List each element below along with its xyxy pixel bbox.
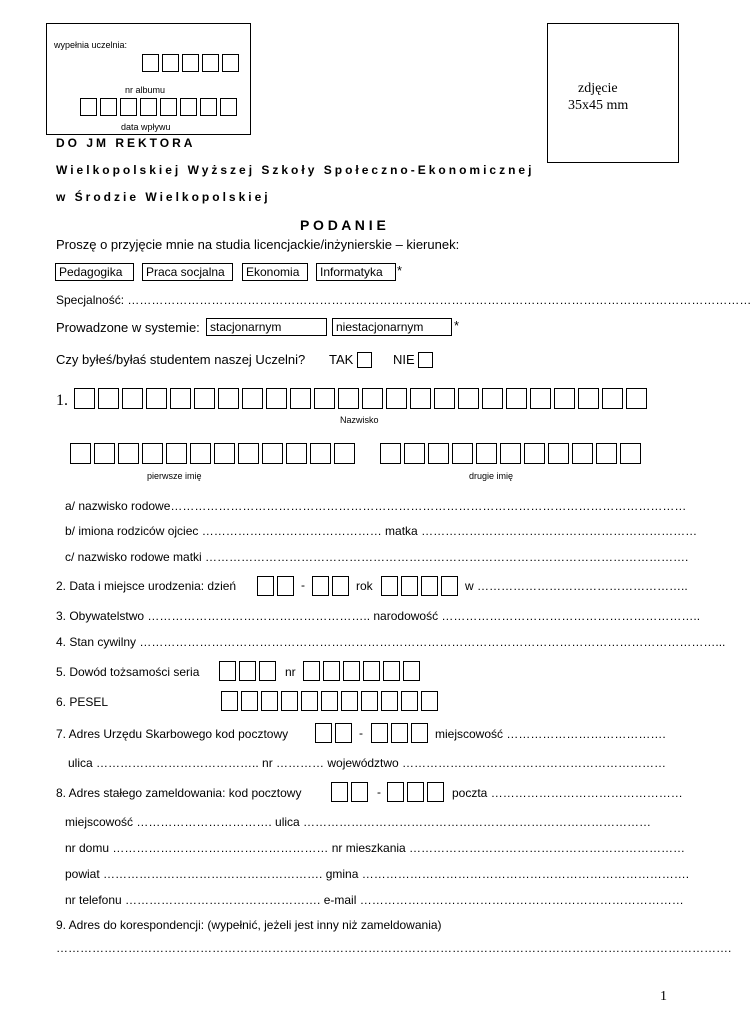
character-cell[interactable] [321, 691, 338, 711]
digit-cell[interactable] [162, 54, 179, 72]
address-zip-second-cells[interactable] [387, 782, 447, 802]
option-niestacjonarnym[interactable]: niestacjonarnym [332, 318, 452, 336]
character-cell[interactable] [434, 388, 455, 409]
character-cell[interactable] [286, 443, 307, 464]
asterisk: * [454, 318, 460, 333]
page-title: P O D A N I E [300, 217, 386, 233]
address-zip-first-cells[interactable] [331, 782, 371, 802]
character-cell[interactable] [602, 388, 623, 409]
character-cell[interactable] [261, 691, 278, 711]
maiden-name-line[interactable]: a/ nazwisko rodowe………………………………………………………………………………………………………………… [65, 499, 687, 513]
character-cell[interactable] [500, 443, 521, 464]
character-cell[interactable] [142, 443, 163, 464]
digit-cell[interactable] [100, 98, 117, 116]
character-cell[interactable] [383, 661, 400, 681]
character-cell[interactable] [554, 388, 575, 409]
tax-city-line[interactable]: miejscowość …………………………………. [435, 727, 666, 741]
character-cell[interactable] [242, 388, 263, 409]
digit-cell[interactable] [182, 54, 199, 72]
digit-cell[interactable] [120, 98, 137, 116]
character-cell[interactable] [281, 691, 298, 711]
address-zip-dash: - [377, 785, 381, 799]
character-cell[interactable] [361, 691, 378, 711]
page-number: 1 [660, 989, 667, 1004]
id-number-cells[interactable] [303, 661, 423, 681]
album-number-label: nr albumu [125, 85, 166, 95]
birth-month-cells[interactable] [312, 576, 352, 596]
character-cell[interactable] [214, 443, 235, 464]
character-cell[interactable] [118, 443, 139, 464]
character-cell[interactable] [315, 723, 332, 743]
character-cell[interactable] [411, 723, 428, 743]
receipt-date-label: data wpływu [121, 122, 171, 132]
address-label: 8. Adres stałego zameldowania: kod pocztowy [56, 786, 302, 800]
character-cell[interactable] [303, 661, 320, 681]
character-cell[interactable] [166, 443, 187, 464]
character-cell[interactable] [524, 443, 545, 464]
character-cell[interactable] [506, 388, 527, 409]
digit-cell[interactable] [200, 98, 217, 116]
option-pedagogika[interactable]: Pedagogika [55, 263, 134, 281]
character-cell[interactable] [343, 661, 360, 681]
option-ekonomia[interactable]: Ekonomia [242, 263, 308, 281]
character-cell[interactable] [380, 443, 401, 464]
intro-text: Proszę o przyjęcie mnie na studia licencjackie/inżynierskie – kierunek: [56, 237, 460, 252]
character-cell[interactable] [239, 661, 256, 681]
tax-office-label: 7. Adres Urzędu Skarbowego kod pocztowy [56, 727, 289, 741]
character-cell[interactable] [98, 388, 119, 409]
character-cell[interactable] [410, 388, 431, 409]
pesel-cells[interactable] [221, 691, 441, 711]
address-county-line[interactable]: powiat ………………………………………………. gmina ………………………………………………………………………. [65, 867, 690, 881]
character-cell[interactable] [331, 782, 348, 802]
second-name-label: drugie imię [469, 471, 514, 481]
no-label: NIE [393, 352, 415, 367]
character-cell[interactable] [266, 388, 287, 409]
option-informatyka[interactable]: Informatyka [316, 263, 396, 281]
asterisk: * [397, 263, 403, 278]
character-cell[interactable] [219, 661, 236, 681]
character-cell[interactable] [338, 388, 359, 409]
character-cell[interactable] [401, 576, 418, 596]
header-school: Wielkopolskiej Wyższej Szkoły Społeczno-Ekonomicznej [56, 163, 535, 177]
birth-day-cells[interactable] [257, 576, 297, 596]
option-praca-socjalna[interactable]: Praca socjalna [142, 263, 233, 281]
character-cell[interactable] [548, 443, 569, 464]
pesel-label: 6. PESEL [56, 695, 109, 709]
character-cell[interactable] [403, 661, 420, 681]
character-cell[interactable] [170, 388, 191, 409]
character-cell[interactable] [387, 782, 404, 802]
character-cell[interactable] [190, 443, 211, 464]
character-cell[interactable] [421, 691, 438, 711]
address-phone-line[interactable]: nr telefonu …………………………………………. e-mail ……………………………………………………………………… [65, 893, 684, 907]
id-document-label: 5. Dowód tożsamości seria [56, 665, 200, 679]
civil-status-line[interactable]: 4. Stan cywilny ………………………………………………………………………………………………………………………………... [56, 635, 726, 649]
parents-names-line[interactable]: b/ imiona rodziców ojciec ……………………………………… matka …………………………………………………………… [65, 524, 698, 538]
character-cell[interactable] [421, 576, 438, 596]
correspondence-label: 9. Adres do korespondencji: (wypełnić, jeżeli jest inny niż zameldowania) [56, 918, 442, 932]
address-house-line[interactable]: nr domu ……………………………………………… nr mieszkania …………………………………………………………… [65, 841, 686, 855]
character-cell[interactable] [428, 443, 449, 464]
character-cell[interactable] [218, 388, 239, 409]
id-series-cells[interactable] [219, 661, 279, 681]
digit-cell[interactable] [160, 98, 177, 116]
character-cell[interactable] [262, 443, 283, 464]
digit-cell[interactable] [140, 98, 157, 116]
character-cell[interactable] [314, 388, 335, 409]
character-cell[interactable] [310, 443, 331, 464]
character-cell[interactable] [371, 723, 388, 743]
character-cell[interactable] [578, 388, 599, 409]
digit-cell[interactable] [220, 98, 237, 116]
character-cell[interactable] [476, 443, 497, 464]
character-cell[interactable] [381, 691, 398, 711]
birth-place-line[interactable]: w …………………………………………….. [465, 579, 688, 593]
header-rector: DO JM REKTORA [56, 136, 196, 150]
yes-checkbox[interactable] [357, 352, 372, 368]
character-cell[interactable] [257, 576, 274, 596]
birth-year-label: rok [356, 579, 373, 593]
birth-label: 2. Data i miejsce urodzenia: dzień [56, 579, 237, 593]
character-cell[interactable] [626, 388, 647, 409]
birth-year-cells[interactable] [381, 576, 461, 596]
character-cell[interactable] [335, 723, 352, 743]
character-cell[interactable] [94, 443, 115, 464]
character-cell[interactable] [74, 388, 95, 409]
character-cell[interactable] [407, 782, 424, 802]
no-checkbox[interactable] [418, 352, 433, 368]
character-cell[interactable] [427, 782, 444, 802]
character-cell[interactable] [596, 443, 617, 464]
tax-zip-first-cells[interactable] [315, 723, 355, 743]
address-post-line[interactable]: poczta ………………………………………… [452, 786, 683, 800]
character-cell[interactable] [386, 388, 407, 409]
character-cell[interactable] [146, 388, 167, 409]
character-cell[interactable] [241, 691, 258, 711]
system-label: Prowadzone w systemie: [56, 320, 200, 335]
first-name-label: pierwsze imię [147, 471, 202, 481]
yes-label: TAK [329, 352, 354, 367]
office-use-label: wypełnia uczelnia: [54, 40, 128, 50]
character-cell[interactable] [312, 576, 329, 596]
character-cell[interactable] [620, 443, 641, 464]
character-cell[interactable] [530, 388, 551, 409]
character-cell[interactable] [381, 576, 398, 596]
specialization-line[interactable]: Specjalność: ………………………………………………………………………………………………………………………………………… [56, 293, 751, 307]
character-cell[interactable] [341, 691, 358, 711]
digit-cell[interactable] [142, 54, 159, 72]
address-city-street-line[interactable]: miejscowość ……………………………. ulica …………………………………………………………………………… [65, 815, 652, 829]
character-cell[interactable] [362, 388, 383, 409]
character-cell[interactable] [404, 443, 425, 464]
character-cell[interactable] [334, 443, 355, 464]
character-cell[interactable] [363, 661, 380, 681]
section-1-number: 1. [56, 392, 68, 409]
tax-street-line[interactable]: ulica ………………………………….. nr ………… województwo ………………………………………………………… [68, 756, 667, 770]
character-cell[interactable] [290, 388, 311, 409]
character-cell[interactable] [323, 661, 340, 681]
photo-size-label: 35x45 mm [568, 98, 629, 113]
header-city: w Środzie Wielkopolskiej [56, 190, 271, 204]
character-cell[interactable] [70, 443, 91, 464]
character-cell[interactable] [194, 388, 215, 409]
character-cell[interactable] [441, 576, 458, 596]
character-cell[interactable] [259, 661, 276, 681]
character-cell[interactable] [351, 782, 368, 802]
option-stacjonarnym[interactable]: stacjonarnym [206, 318, 327, 336]
digit-cell[interactable] [222, 54, 239, 72]
former-student-question: Czy byłeś/byłaś studentem naszej Uczelni? [56, 352, 306, 367]
first-name-cells[interactable] [70, 443, 358, 464]
id-number-label: nr [285, 665, 296, 679]
tax-zip-second-cells[interactable] [371, 723, 431, 743]
surname-cells[interactable] [74, 388, 650, 409]
tax-zip-dash: - [359, 726, 363, 740]
surname-label: Nazwisko [340, 415, 379, 425]
character-cell[interactable] [277, 576, 294, 596]
digit-cell[interactable] [80, 98, 97, 116]
second-name-cells[interactable] [380, 443, 644, 464]
correspondence-line[interactable]: ……………………………………………………………………………………………………………………………………………………. [56, 941, 732, 955]
character-cell[interactable] [301, 691, 318, 711]
character-cell[interactable] [482, 388, 503, 409]
photo-label: zdjęcie [578, 81, 618, 96]
album-number-cells[interactable] [142, 54, 242, 72]
citizenship-line[interactable]: 3. Obywatelstwo ……………………………………………….. narodowość ……………………………………………………….. [56, 609, 701, 623]
character-cell[interactable] [452, 443, 473, 464]
character-cell[interactable] [238, 443, 259, 464]
digit-cell[interactable] [202, 54, 219, 72]
character-cell[interactable] [458, 388, 479, 409]
receipt-date-cells[interactable] [80, 98, 240, 116]
birth-dash: - [301, 578, 305, 592]
character-cell[interactable] [221, 691, 238, 711]
character-cell[interactable] [332, 576, 349, 596]
character-cell[interactable] [401, 691, 418, 711]
character-cell[interactable] [122, 388, 143, 409]
mother-maiden-name-line[interactable]: c/ nazwisko rodowe matki …………………………………………………………………………………………………………. [65, 550, 689, 564]
digit-cell[interactable] [180, 98, 197, 116]
character-cell[interactable] [391, 723, 408, 743]
character-cell[interactable] [572, 443, 593, 464]
